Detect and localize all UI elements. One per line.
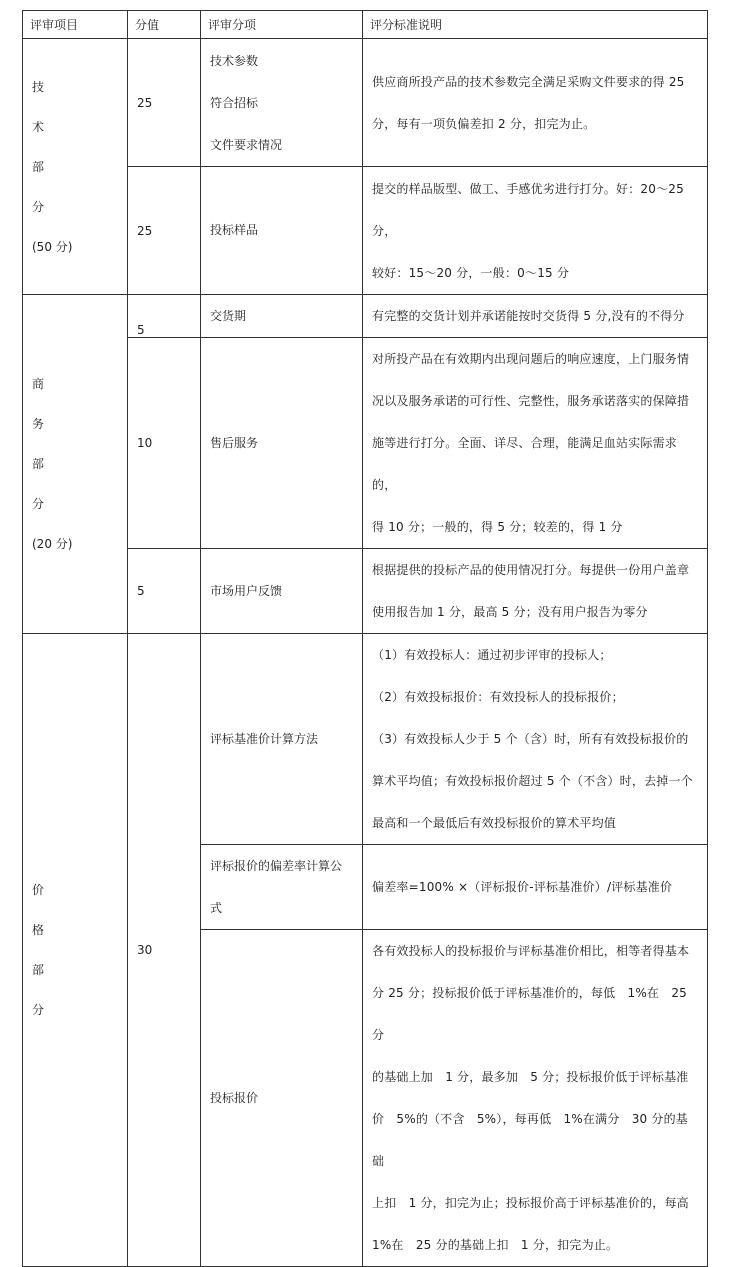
header-cell: 评审项目	[23, 11, 128, 39]
subitem-line: 市场用户反馈	[210, 583, 283, 598]
score-cell: 25	[128, 167, 201, 295]
table-header-row	[23, 11, 708, 39]
table-row	[23, 295, 708, 338]
category-char: 分	[32, 1003, 45, 1017]
score-cell: 10	[128, 338, 201, 549]
subitem-cell	[201, 634, 363, 845]
category-char: 分	[32, 497, 45, 511]
criteria-line: 得 10 分；一般的，得 5 分；较差的，得 1 分	[372, 520, 623, 534]
subitem-line: 技术参数	[210, 53, 259, 68]
subitem-cell	[201, 39, 363, 167]
subitem-line: 投标报价	[210, 1090, 259, 1105]
table-row	[23, 634, 708, 845]
category-char: 务	[32, 417, 45, 431]
criteria-line: 偏差率=100% ×（评标报价-评标基准价）/评标基准价	[372, 880, 673, 894]
criteria-line: 分 25 分；投标报价低于评标基准价的，每低 1%在 25 分	[372, 986, 688, 1042]
criteria-line: 1%在 25 分的基础上扣 1 分，扣完为止。	[372, 1238, 619, 1252]
subitem-line: 文件要求情况	[210, 137, 283, 152]
criteria-line: 施等进行打分。全面、详尽、合理，能满足血站实际需求的，	[372, 436, 678, 492]
category-tech	[23, 39, 128, 295]
criteria-line: 分，每有一项负偏差扣 2 分，扣完为止。	[372, 116, 596, 131]
criteria-line: 有完整的交货计划并承诺能按时交货得 5 分,没有的不得分	[372, 309, 685, 323]
score-cell: 25	[128, 39, 201, 167]
criteria-line: 提交的样品版型、做工、手感优劣进行打分。好：20～25 分，	[372, 181, 684, 238]
score-cell: 30	[128, 634, 201, 1267]
criteria-line: 根据提供的投标产品的使用情况打分。每提供一份用户盖章	[372, 563, 690, 577]
subitem-cell	[201, 845, 363, 930]
category-char: 格	[32, 923, 45, 937]
criteria-line: 的基础上加 1 分，最多加 5 分；投标报价低于评标基准	[372, 1070, 689, 1084]
subitem-cell	[201, 930, 363, 1267]
criteria-cell	[363, 39, 708, 167]
subitem-line: 交货期	[210, 308, 247, 323]
category-char: 术	[32, 119, 45, 134]
criteria-line: 使用报告加 1 分，最高 5 分；没有用户报告为零分	[372, 605, 648, 619]
criteria-line: 况以及服务承诺的可行性、完整性，服务承诺落实的保障措	[372, 394, 690, 408]
criteria-line: 价 5%的（不含 5%），每再低 1%在满分 30 分的基础	[372, 1112, 688, 1168]
criteria-line: 上扣 1 分，扣完为止；投标报价高于评标基准价的，每高	[372, 1196, 689, 1210]
category-price	[23, 634, 128, 1267]
criteria-line: （2）有效投标报价：有效投标人的投标报价；	[372, 690, 624, 704]
category-char: 分	[32, 199, 45, 214]
category-biz	[23, 295, 128, 634]
category-char: 价	[32, 883, 45, 897]
score-cell: 5	[128, 549, 201, 634]
category-char: 部	[32, 159, 45, 174]
scoring-table	[22, 10, 708, 1267]
criteria-line: 供应商所投产品的技术参数完全满足采购文件要求的得 25	[372, 74, 685, 89]
category-char: 部	[32, 457, 45, 471]
header-cell: 评分标准说明	[363, 11, 708, 39]
subitem-line: 售后服务	[210, 435, 259, 450]
criteria-cell	[363, 634, 708, 845]
criteria-line: （3）有效投标人少于 5 个（含）时，所有有效投标报价的	[372, 732, 689, 746]
criteria-line: 最高和一个最低后有效投标报价的算术平均值	[372, 816, 617, 830]
subitem-line: 符合招标	[210, 95, 259, 110]
subitem-cell	[201, 549, 363, 634]
criteria-line: （1）有效投标人：通过初步评审的投标人；	[372, 648, 612, 662]
category-char: 部	[32, 963, 45, 977]
category-points: (50 分)	[32, 239, 73, 254]
table-row	[23, 39, 708, 167]
criteria-line: 算术平均值；有效投标报价超过 5 个（不含）时，去掉一个	[372, 774, 693, 788]
header-cell: 评审分项	[201, 11, 363, 39]
criteria-cell	[363, 295, 708, 338]
subitem-line: 评标报价的偏差率计算公	[210, 859, 343, 873]
subitem-cell	[201, 295, 363, 338]
header-cell: 分值	[128, 11, 201, 39]
criteria-cell	[363, 930, 708, 1267]
category-char: 商	[32, 377, 45, 391]
criteria-line: 较好：15～20 分，一般：0～15 分	[372, 265, 570, 280]
category-char: 技	[32, 79, 45, 94]
criteria-line: 各有效投标人的投标报价与评标基准价相比，相等者得基本	[372, 944, 690, 958]
subitem-line: 评标基准价计算方法	[210, 731, 319, 746]
criteria-cell	[363, 845, 708, 930]
subitem-cell	[201, 338, 363, 549]
score-cell: 5	[128, 295, 201, 338]
criteria-cell	[363, 549, 708, 634]
criteria-line: 对所投产品在有效期内出现问题后的响应速度，上门服务情	[372, 352, 690, 366]
subitem-cell	[201, 167, 363, 295]
category-points: (20 分)	[32, 537, 73, 551]
criteria-cell	[363, 338, 708, 549]
criteria-cell	[363, 167, 708, 295]
subitem-line: 投标样品	[210, 223, 259, 237]
subitem-line: 式	[210, 901, 223, 915]
